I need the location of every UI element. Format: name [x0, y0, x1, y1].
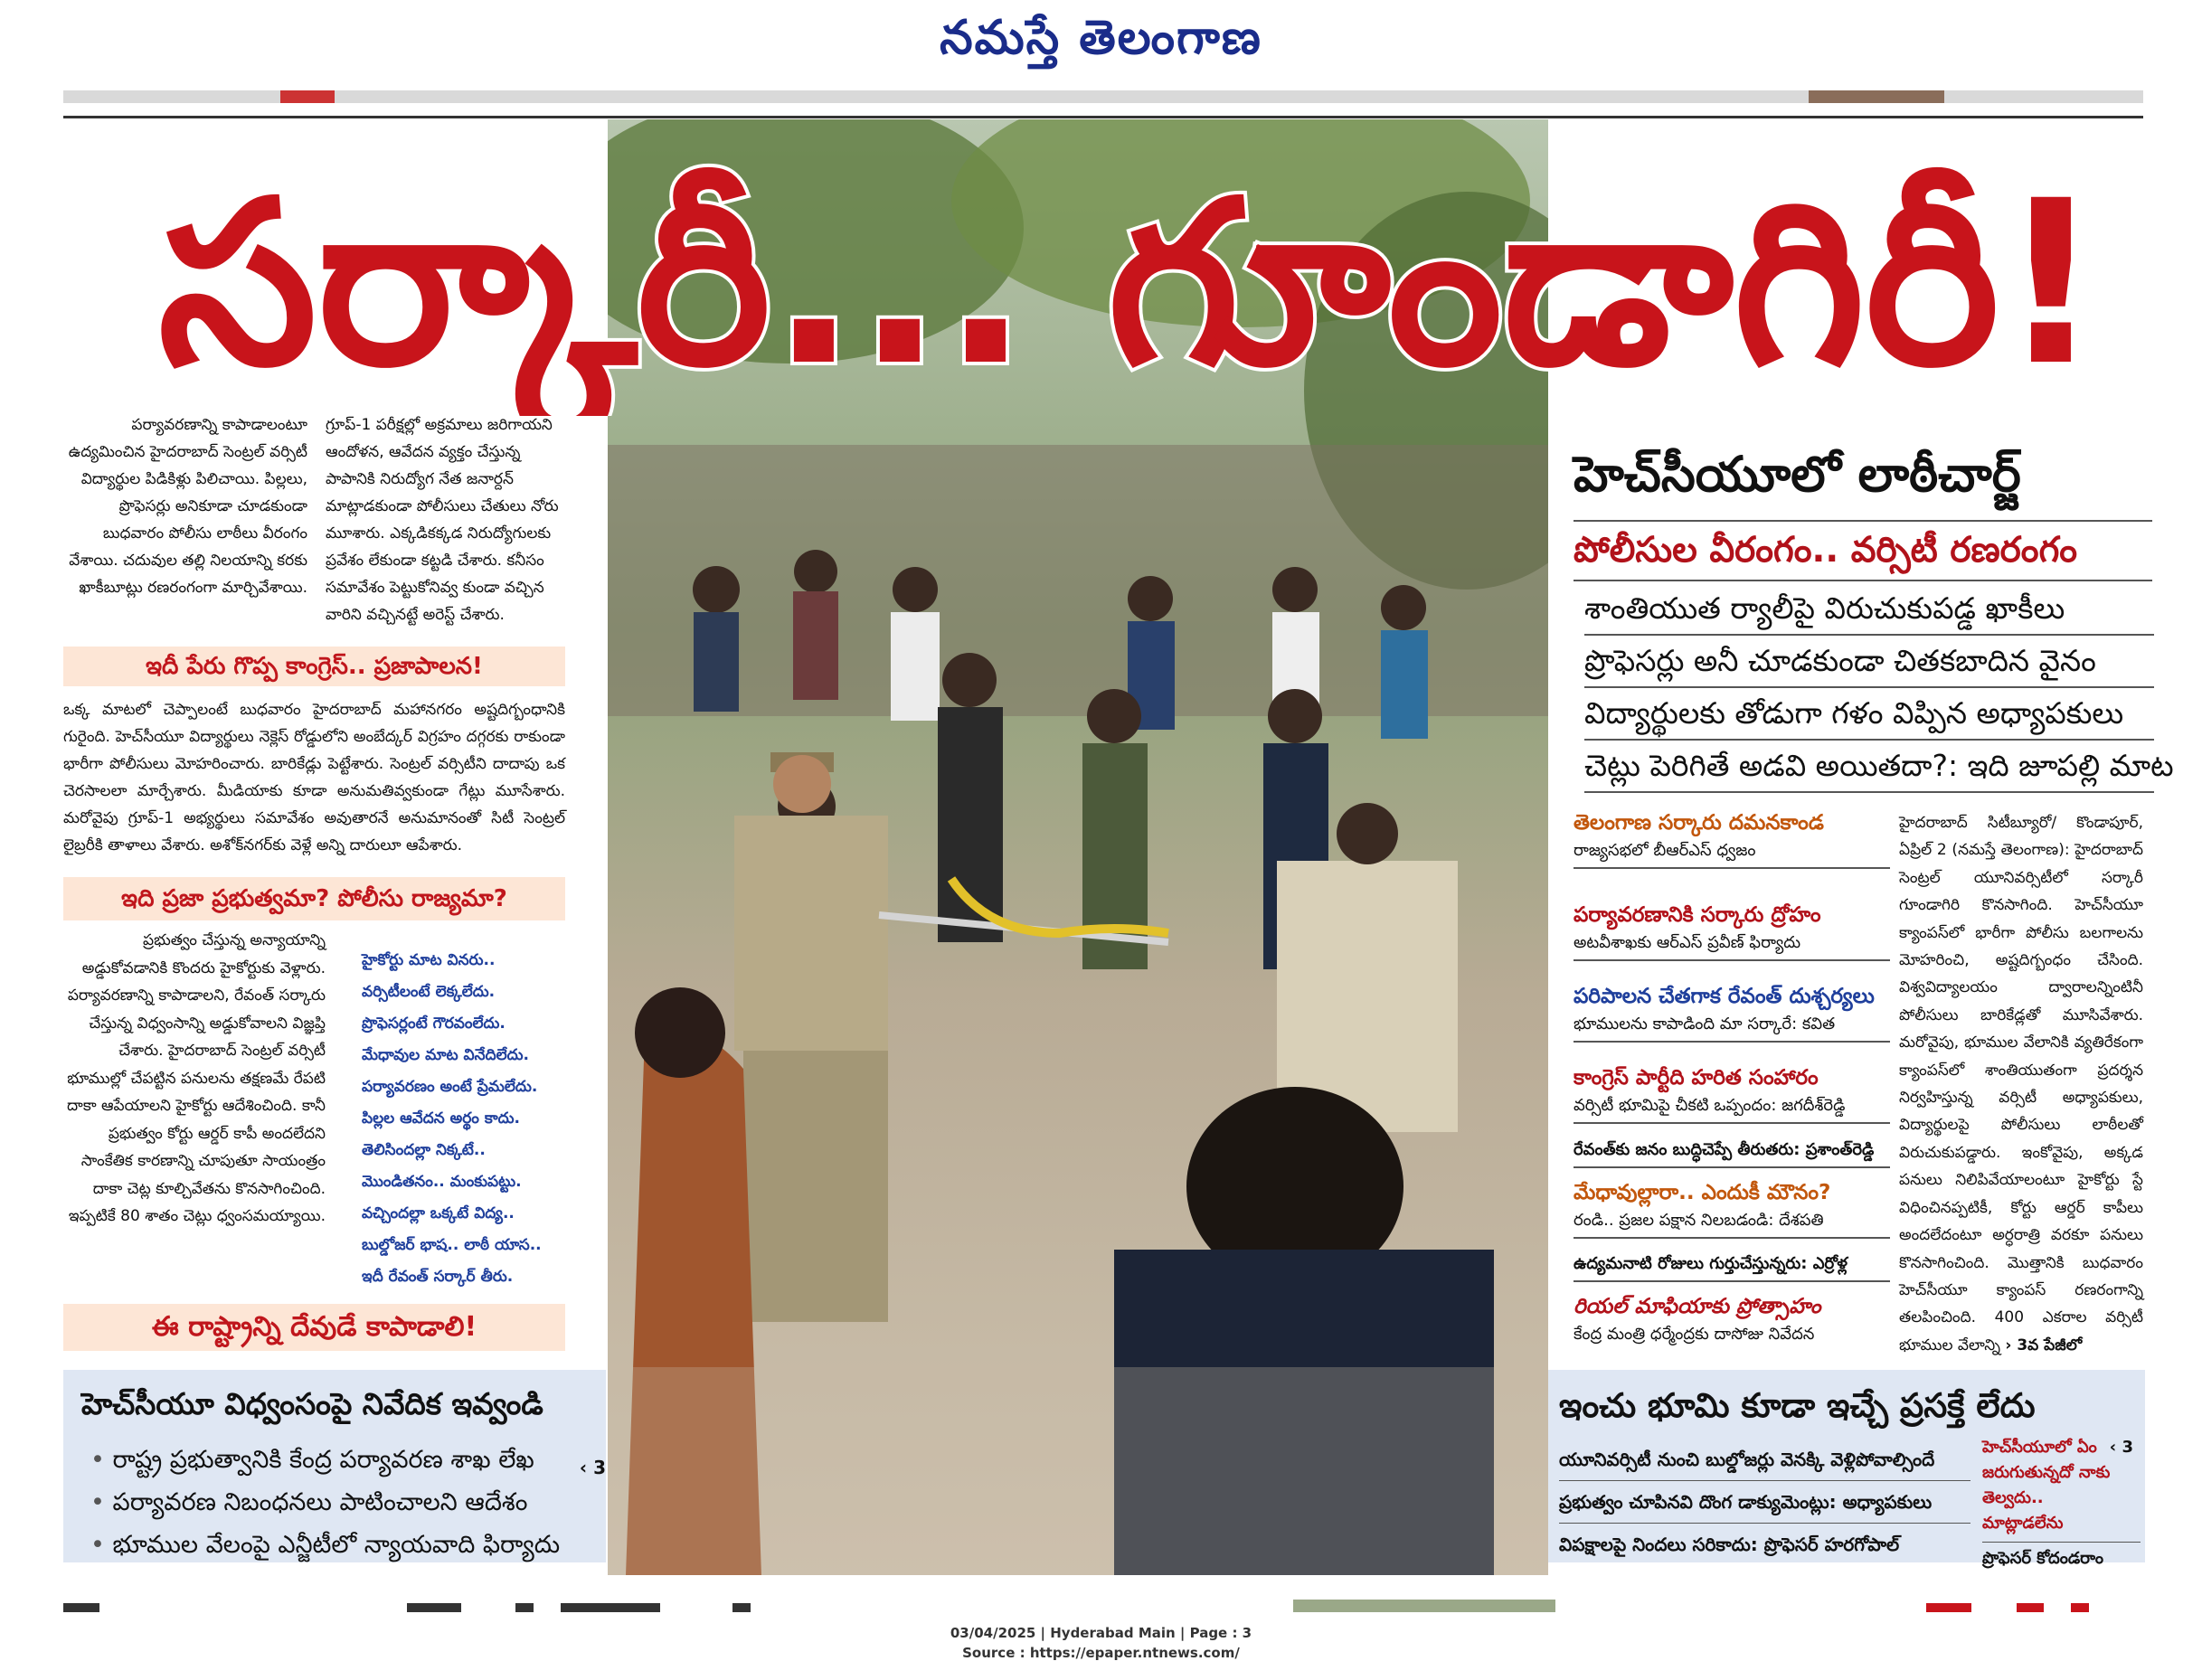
bottom-strip — [63, 1599, 2143, 1611]
sidebar-heading: మేధావుల్లారా.. ఎందుకీ మౌనం? — [1574, 1181, 1831, 1204]
hcu-report-box — [63, 1370, 606, 1562]
list-item: బుల్డోజర్ భాష.. లాఠీ యాస.. — [362, 1236, 542, 1254]
page-footer — [0, 1623, 2202, 1663]
left-para-3: ప్రభుత్వం చేస్తున్న అన్యాయాన్ని అడ్డుకోవడానికి కొందరు హైకోర్టుకు వెళ్లారు. పర్యావరణాన్ని కాపాడాలని, రేవంత్ సర్కారు చేస్తున్న విధ్వంసాన్ని అడ్డుకోవాలని విజ్ఞప్తి చేశారు. హైదరాబాద్ సెంట్రల్ వర్సిటీ భూముల్లో చేపట్టిన పనులను తక్షణమే రేపటి దాకా ఆపేయాలని హైకోర్టు ఆదేశించింది. కానీ ప్రభుత్వం కోర్టు ఆర్డర్ కాపీ అందలేదని సాంకేతిక కారణాన్ని చూపుతూ సాయంత్రం దాకా చెట్ల కూల్చివేతను కొనసాగించింది. ఇప్పటికే 80 శాతం చెట్లు ధ్వంసమయ్యాయి. — [67, 931, 326, 1225]
list-item: పిల్లల ఆవేదన అర్థం కాదు. — [362, 1109, 520, 1128]
list-item: వచ్చిందల్లా ఒక్కటే విద్య.. — [362, 1204, 515, 1222]
continued-on-page-link[interactable] — [2005, 1336, 2082, 1354]
headline-text: సర్కారీ... గూండాగిరీ! — [158, 152, 2102, 415]
intro-col-b: గ్రూప్-1 పరీక్షల్లో అక్రమాలు జరిగాయని ఆందోళన, ఆవేదన వ్యక్తం చేస్తున్న పాపానికి నిరుద్యోగ నేత జనార్దన్ మాట్లాడకుండా పోలీసులు చేతులు నోరు మూశారు. ఎక్కడికక్కడ నిరుద్యోగులకు ప్రవేశం లేకుండా కట్టడి చేశారు. కనీసం సమావేశం పెట్టుకోనివ్వ కుండా వచ్చిన వారిని వచ్చినట్టే అరెస్ట్ చేశారు. — [326, 416, 559, 624]
sidebar-item — [1574, 900, 1890, 961]
quote-author: ప్రొఫెసర్ కోదండరాం — [1982, 1542, 2141, 1571]
strip-image-left — [280, 90, 335, 103]
list-item: • భూముల వేలంపై ఎన్జీటీలో న్యాయవాది ఫిర్యాదు — [90, 1524, 560, 1566]
footer-date-edition: 03/04/2025 | Hyderabad Main | Page : 3 — [950, 1625, 1252, 1641]
right-headline: హెచ్‌సీయూలో లాఠీచార్జ్ — [1574, 446, 2021, 503]
sidebar-item — [1574, 1251, 1890, 1282]
sidebar-heading: పరిపాలన చేతగాక రేవంత్ దుశ్చర్యలు — [1574, 985, 1875, 1008]
sidebar-sub: రాజ్యసభలో బీఆర్‌ఎస్ ధ్వజం — [1574, 838, 1890, 869]
page-ref — [580, 1457, 606, 1478]
box-lines — [1559, 1439, 1970, 1565]
box-list — [90, 1439, 560, 1566]
bottom-strip-svg — [63, 1600, 2143, 1612]
sidebar-sub: అటవీశాఖకు ఆర్‌ఎస్ ప్రవీణ్ ఫిర్యాదు — [1574, 930, 1890, 961]
list-item: ఇదీ రేవంత్ సర్కార్ తీరు. — [362, 1268, 514, 1286]
page-number: 3 — [593, 1457, 606, 1478]
banner-police-raj: ఇది ప్రజా ప్రభుత్వమా? పోలీసు రాజ్యమా? — [63, 877, 565, 920]
sidebar-sub: వర్సిటీ భూమిపై చీకటి ఒప్పందం: జగదీశ్‌రెడ్డి — [1574, 1093, 1890, 1124]
box-title: ఇంచు భూమి కూడా ఇచ్చే ప్రసక్తే లేదు — [1559, 1386, 2036, 1425]
chevron-left-icon: ‹ — [2109, 1438, 2117, 1457]
banner-god-save: ఈ రాష్ట్రాన్ని దేవుడే కాపాడాలి! — [63, 1304, 565, 1351]
chevron-left-icon: ‹ — [579, 1457, 588, 1478]
box-line: విపక్షాలపై నిందలు సరికాదు: ప్రొఫెసర్ హరగోపాల్ — [1559, 1534, 1900, 1555]
strip-image-right — [1809, 90, 1944, 103]
sidebar-heading: రియల్ మాఫియాకు ప్రోత్సాహం — [1574, 1295, 1821, 1318]
quote-text: హెచ్‌సీయూలో ఏం జరుగుతున్నదో నాకు తెల్వదు.. మాట్లాడలేను — [1982, 1438, 2111, 1533]
right-deck-line: చెట్లు పెరిగితే అడవి అయితదా?: ఇది జూపల్లి మాట — [1584, 741, 2154, 793]
page-number: 3 — [2122, 1438, 2133, 1457]
sidebar-heading: కాంగ్రెస్ పార్టీది హరిత సంహారం — [1574, 1066, 1819, 1090]
sidebar-item — [1574, 1062, 1890, 1124]
sidebar-item — [1574, 1137, 1890, 1168]
footer-source[interactable]: Source : https://epaper.ntnews.com/ — [962, 1645, 1240, 1661]
top-strip — [63, 90, 2143, 103]
list-item: తెలిసిందల్లా నిక్కటే.. — [362, 1141, 486, 1159]
headline-svg — [136, 145, 2125, 416]
right-deck-line: శాంతియుత ర్యాలీపై విరుచుకుపడ్డ ఖాకీలు — [1584, 583, 2154, 636]
no-land-box — [1548, 1370, 2145, 1568]
list-item: హైకోర్టు మాట వినరు.. — [362, 951, 496, 969]
sidebar-item — [1574, 981, 1890, 1043]
list-item: • రాష్ట్ర ప్రభుత్వానికి కేంద్ర పర్యావరణ శాఖ లేఖ — [90, 1439, 560, 1481]
sidebar-item — [1574, 807, 1890, 869]
list-item: ప్రొఫెసర్లంటే గౌరవంలేదు. — [362, 1015, 506, 1033]
newspaper-title: నమస్తే తెలంగాణ — [940, 10, 1262, 65]
list-item: మొండితనం.. మంకుపట్టు. — [362, 1173, 522, 1191]
right-deck-line: విద్యార్థులకు తోడుగా గళం విప్పిన అధ్యాపకులు — [1584, 688, 2154, 741]
left-para-2: ఒక్క మాటలో చెప్పాలంటే బుధవారం హైదరాబాద్ మహానగరం అష్టదిగ్బంధానికి గురైంది. హెచ్‌సీయూ విద్యార్థులు నెక్లెస్ రోడ్డులోని అంబేద్కర్ విగ్రహం దగ్గరకు రాకుండా భారీగా పోలీసులు మోహరించారు. బారికేడ్లు పెట్టేశారు. సెంట్రల్ వర్సిటీని దాదాపు ఒక చెరసాలలా మార్చేశారు. మీడియాకు కూడా అనుమతివ్వకుండా గేట్లు మూసేశారు. మరోవైపు గ్రూప్-1 అభ్యర్థులు సమావేశం అవుతారనే అనుమానంతో సిటీ సెంట్రల్ లైబ్రరీకి తాళాలు వేశారు. అశోక్‌నగర్‌కు వెళ్లే అన్ని దారులూ ఆపేశారు. — [63, 701, 565, 854]
sidebar-item — [1574, 1177, 1890, 1239]
continued-label: 3వ పేజీలో — [2017, 1336, 2083, 1354]
intro-col-a: పర్యావరణాన్ని కాపాడాలంటూ ఉద్యమించిన హైదరాబాద్ సెంట్రల్ వర్సిటీ విద్యార్థుల పిడికిళ్లు పిలిచాయి. పిల్లలు, ప్రొఫెసర్లు అనికూడా చూడకుండా బుధవారం పోలీసు లాఠీలు వీరంగం వేశాయి. చదువుల తల్లి నిలయాన్ని కరకు ఖాకీబూట్లు రణరంగంగా మార్చివేశాయి. — [68, 416, 307, 597]
main-headline — [136, 145, 2125, 416]
box-title: హెచ్‌సీయూ విధ్వంసంపై నివేదిక ఇవ్వండి — [81, 1386, 543, 1421]
masthead — [0, 0, 2202, 81]
right-deck-line: ప్రొఫెసర్లు అనీ చూడకుండా చితకబాదిన వైనం — [1584, 636, 2154, 688]
sidebar-item — [1574, 1291, 1890, 1351]
chevron-right-icon: › — [2005, 1336, 2012, 1354]
box-line: యూనివర్సిటీ నుంచి బుల్డోజర్లు వెనక్కి వెళ్లిపోవాల్సిందే — [1559, 1439, 1970, 1481]
list-item: మేధావుల మాట వినేదిలేదు. — [362, 1046, 529, 1064]
page-ref — [2110, 1435, 2133, 1460]
story-body: హైదరాబాద్ సిటీబ్యూరో/ కొండాపూర్, ఏప్రిల్ 2 (నమస్తే తెలంగాణ): హైదరాబాద్ సెంట్రల్ యూనివర్సిటీలో సర్కారీ గూండాగిరి కొనసాగింది. హెచ్‌సీయూ క్యాంపస్‌లో భారీగా పోలీసు బలగాలను మోహరించి, అష్టదిగ్బంధం చేసింది. విశ్వవిద్యాలయం ద్వారాలన్నింటినీ పోలీసులు బారికేడ్లతో మూసివేశారు. మరోవైపు, భూముల వేలానికి వ్యతిరేకంగా క్యాంపస్‌లో శాంతియుతంగా ప్రదర్శన నిర్వహిస్తున్న వర్సిటీ అధ్యాపకులు, విద్యార్థులపై పోలీసులు లాఠీలతో విరుచుకుపడ్డారు. ఇంకోవైపు, అక్కడ పనులు నిలిపివేయాలంటూ హైకోర్టు స్టే విధించినప్పటికీ, కోర్టు ఆర్డర్ కాపీలు అందలేదంటూ అర్ధరాత్రి వరకూ పనులు కొనసాగించింది. మొత్తానికి బుధవారం హెచ్‌సీయూ క్యాంపస్ రణరంగాన్ని తలపించింది. 400 ఎకరాల వర్సిటీ భూముల వేలాన్ని — [1899, 814, 2143, 1354]
banner-congress: ఇదీ పేరు గొప్ప కాంగ్రెస్.. ప్రజాపాలన! — [63, 647, 565, 686]
side-quote — [1982, 1435, 2141, 1571]
left-list — [362, 945, 579, 1293]
list-item: పర్యావరణం అంటే ప్రేమలేదు. — [362, 1078, 538, 1096]
main-story — [1899, 809, 2143, 1359]
right-subhead: పోలీసుల వీరంగం.. వర్సిటీ రణరంగం — [1574, 520, 2152, 581]
sidebar-heading: పర్యావరణానికి సర్కారు ద్రోహం — [1574, 903, 1821, 927]
list-item: వర్సిటీలంటే లెక్కలేదు. — [362, 983, 496, 1001]
sidebar-quote: ఉద్యమనాటి రోజులు గుర్తుచేస్తున్నరు: ఎర్రోళ్ల — [1574, 1251, 1890, 1282]
sidebar-sub: కేంద్ర మంత్రి ధర్మేంద్రకు దాసోజు నివేదన — [1574, 1325, 1815, 1344]
divider — [63, 116, 2143, 118]
sidebar-heading: తెలంగాణ సర్కారు దమనకాండ — [1574, 811, 1824, 835]
sidebar-quote: రేవంత్‌కు జనం బుద్ధిచెప్పే తీరుతరు: ప్రశాంత్‌రెడ్డి — [1574, 1137, 1890, 1168]
box-line: ప్రభుత్వం చూపినవి దొంగ డాక్యుమెంట్లు: అధ్యాపకులు — [1559, 1481, 1970, 1524]
sidebar-sub: భూములను కాపాడింది మా సర్కారే: కవిత — [1574, 1012, 1890, 1043]
sidebar-sub: రండి.. ప్రజల పక్షాన నిలబడండి: దేశపతి — [1574, 1208, 1890, 1239]
list-item: • పర్యావరణ నిబంధనలు పాటించాలని ఆదేశం — [90, 1481, 560, 1524]
